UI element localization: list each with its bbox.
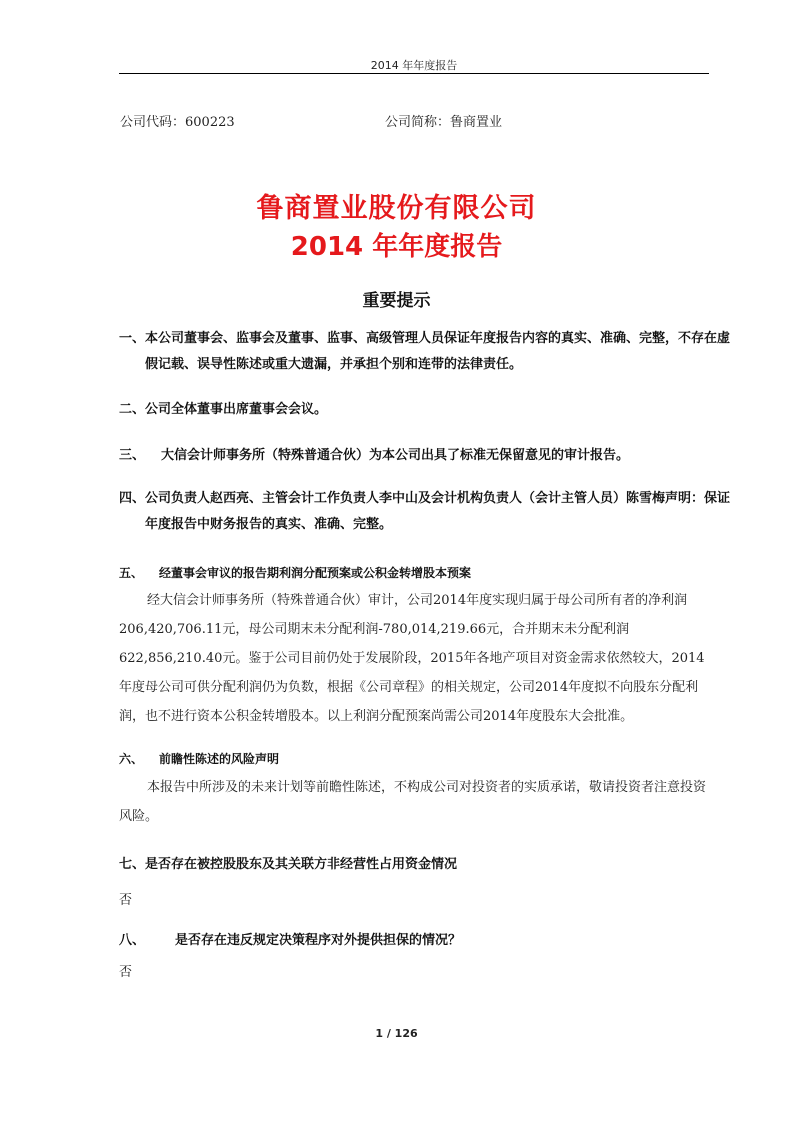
- notice-item-number: 一、: [119, 331, 146, 346]
- company-name-title: 鲁商置业股份有限公司: [256, 193, 537, 224]
- notice-item-2: [119, 397, 711, 423]
- notice-item-1: [119, 326, 737, 378]
- notice-item-text: 是否存在被控股股东及其关联方非经营性占用资金情况: [145, 857, 458, 872]
- notice-item-4: [119, 486, 737, 538]
- company-abbreviation: [385, 111, 502, 130]
- notice-heading: 重要提示: [362, 291, 431, 311]
- notice-item-text: 前瞻性陈述的风险声明: [159, 752, 280, 766]
- company-abbreviation-value: 鲁商置业: [450, 115, 503, 130]
- company-code-value: 600223: [185, 115, 235, 130]
- notice-item-number: 二、: [119, 402, 146, 417]
- notice-item-8-answer: 否: [119, 965, 133, 980]
- notice-item-number: 八、: [119, 933, 146, 948]
- profit-distribution-paragraph: 经大信会计师事务所（特殊普通合伙）审计，公司2014年度实现归属于母公司所有者的净利润206,420,706.11元，母公司期末未分配利润-780,014,219.66元，合并期末未分配利润622,856,210.40元。鉴于公司目前仍处于发展阶段，2015年各地产项目对资金需求依然较大，2014年度母公司可供分配利润仍为负数，根据《公司章程》的相关规定，公司2014年度拟不向股东分配利润，也不进行资本公积金转增股本。以上利润分配预案尚需公司2014年度股东大会批准。: [119, 593, 705, 724]
- notice-item-text: 本公司董事会、监事会及董事、监事、高级管理人员保证年度报告内容的真实、准确、完整，不存在虚假记载、误导性陈述或重大遗漏，并承担个别和连带的法律责任。: [145, 331, 731, 372]
- company-code-label: 公司代码：: [120, 115, 186, 130]
- running-header: 2014 年年度报告: [370, 59, 458, 72]
- notice-item-6: [119, 746, 711, 772]
- notice-item-text: 是否存在违反规定决策程序对外提供担保的情况？: [175, 933, 462, 948]
- notice-item-number: 六、: [119, 752, 144, 766]
- notice-item-5: [119, 560, 711, 586]
- notice-item-number: 五、: [119, 566, 144, 580]
- company-code: [120, 111, 235, 130]
- notice-item-text: 大信会计师事务所（特殊普通合伙）为本公司出具了标准无保留意见的审计报告。: [161, 448, 630, 463]
- header-divider: [119, 73, 709, 74]
- notice-item-text: 公司全体董事出席董事会会议。: [145, 402, 328, 417]
- notice-item-8: [119, 928, 711, 954]
- forward-looking-paragraph: 本报告中所涉及的未来计划等前瞻性陈述，不构成公司对投资者的实质承诺，敬请投资者注意投资风险。: [119, 780, 707, 824]
- notice-item-7-answer: 否: [119, 893, 133, 908]
- notice-item-text: 经董事会审议的报告期利润分配预案或公积金转增股本预案: [159, 566, 472, 580]
- notice-item-3: [119, 443, 711, 469]
- notice-item-7: [119, 852, 711, 878]
- page-number: 1 / 126: [375, 1027, 418, 1040]
- notice-item-text: 公司负责人赵西亮、主管会计工作负责人李中山及会计机构负责人（会计主管人员）陈雪梅声明：保证年度报告中财务报告的真实、准确、完整。: [145, 491, 731, 532]
- notice-item-number: 七、: [119, 857, 146, 872]
- report-title: [0, 190, 793, 266]
- company-abbreviation-label: 公司简称：: [385, 115, 451, 130]
- notice-item-number: 四、: [119, 491, 146, 506]
- notice-item-number: 三、: [119, 448, 146, 463]
- report-name-title: 2014 年年度报告: [290, 232, 503, 262]
